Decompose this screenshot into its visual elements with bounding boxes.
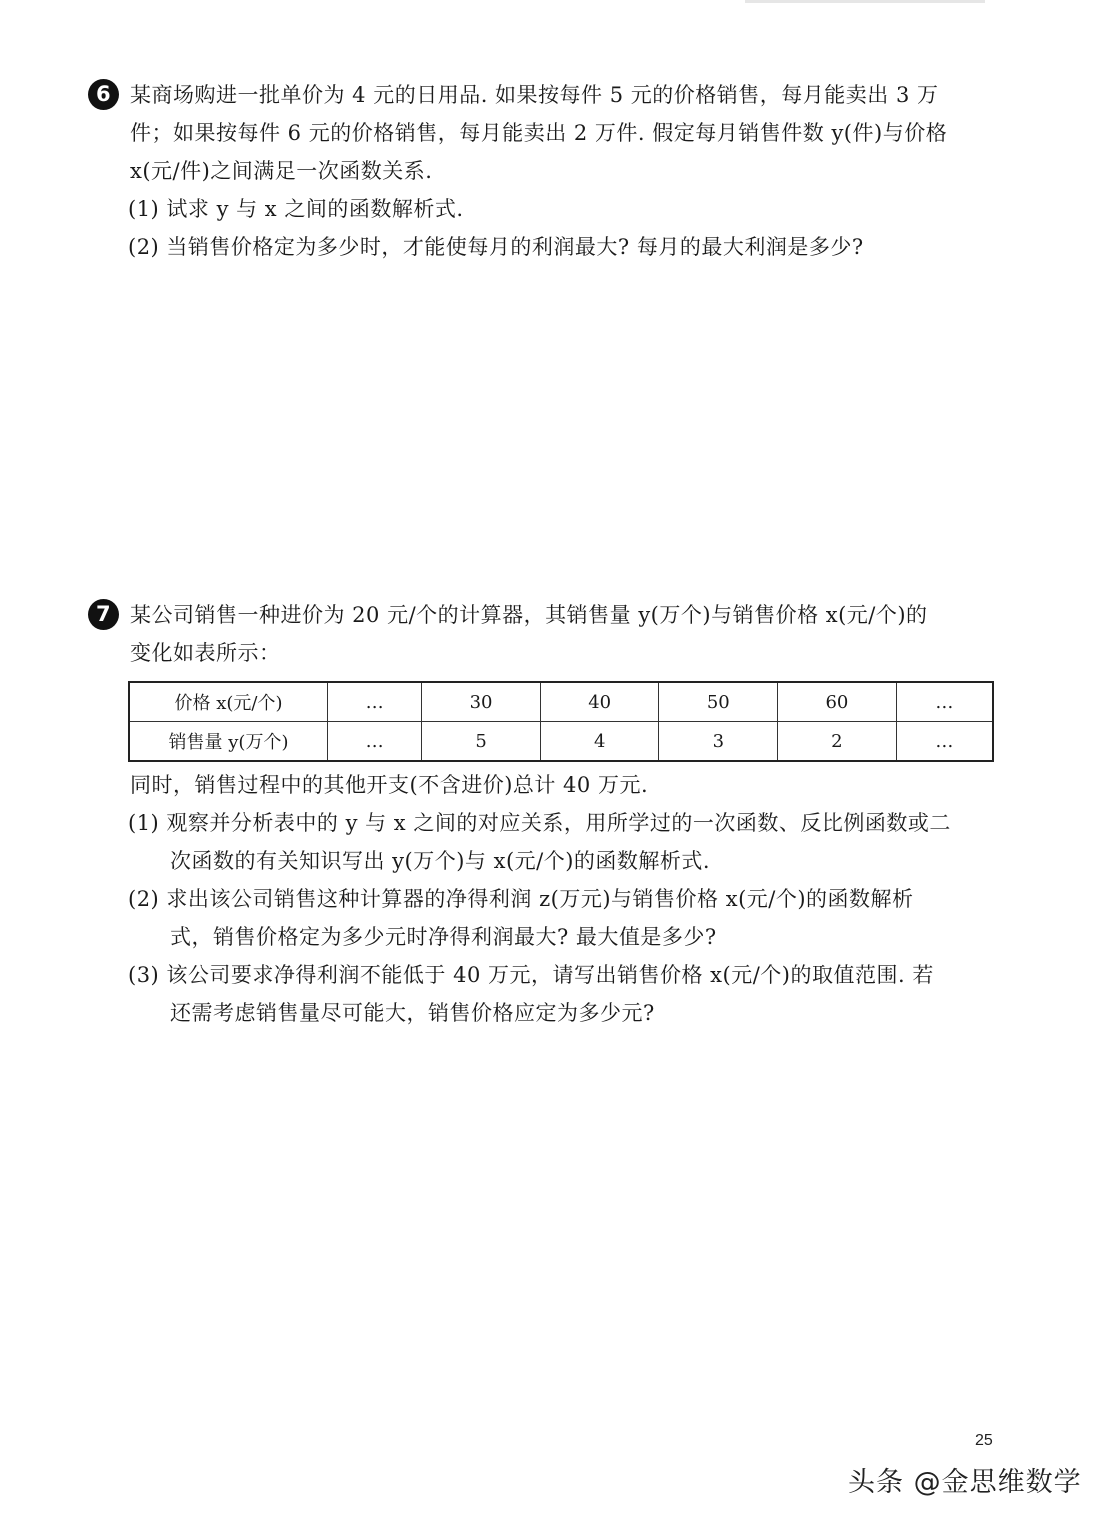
question-1: (1) 观察并分析表中的 y 与 x 之间的对应关系，用所学过的一次函数、反比例函数或二 (128, 811, 951, 835)
question-3-cont: 还需考虑销售量尽可能大，销售价格应定为多少元? (170, 1001, 655, 1025)
problem-7 (88, 596, 1008, 672)
problem-text-line: x(元/件)之间满足一次函数关系. (130, 159, 433, 183)
table-cell: 3 (659, 722, 778, 762)
table-cell: … (328, 722, 422, 762)
watermark: 头条 @金思维数学 (848, 1467, 1082, 1498)
problem-text-line: 变化如表所示： (130, 641, 281, 665)
page-number: 25 (975, 1432, 993, 1449)
question-1: (1) 试求 y 与 x 之间的函数解析式. (128, 197, 464, 221)
table-cell: 2 (778, 722, 897, 762)
table-cell: … (896, 682, 993, 722)
question-2: (2) 当销售价格定为多少时，才能使每月的利润最大? 每月的最大利润是多少? (128, 235, 864, 259)
table-cell: 价格 x(元/个) (129, 682, 328, 722)
table-cell: … (328, 682, 422, 722)
table-row (129, 682, 993, 722)
after-table-text: 同时，销售过程中的其他开支(不含进价)总计 40 万元. (130, 773, 649, 797)
question-1-cont: 次函数的有关知识写出 y(万个)与 x(元/个)的函数解析式. (170, 849, 711, 873)
problem-text-line (88, 596, 1008, 634)
problem-text-line: 件；如果按每件 6 元的价格销售，每月能卖出 2 万件. 假定每月销售件数 y(件)与价格 (130, 121, 948, 145)
table-cell: 4 (540, 722, 659, 762)
question-2: (2) 求出该公司销售这种计算器的净得利润 z(万元)与销售价格 x(元/个)的函数解析 (128, 887, 914, 911)
price-sales-table (128, 681, 994, 762)
table-row (129, 722, 993, 762)
table-cell: … (896, 722, 993, 762)
problem-text: 某商场购进一批单价为 4 元的日用品. 如果按每件 5 元的价格销售，每月能卖出 3 万 (130, 83, 939, 107)
table-cell: 60 (778, 682, 897, 722)
problem-7-continued (88, 766, 1008, 1032)
problem-text-line (88, 76, 1008, 114)
table-cell: 40 (540, 682, 659, 722)
problem-number-badge: 7 (88, 599, 119, 630)
table-cell: 5 (422, 722, 541, 762)
table-cell: 30 (422, 682, 541, 722)
problem-6 (88, 76, 1008, 266)
table-cell: 50 (659, 682, 778, 722)
problem-number-badge: 6 (88, 79, 119, 110)
question-2-cont: 式，销售价格定为多少元时净得利润最大? 最大值是多少? (170, 925, 717, 949)
question-3: (3) 该公司要求净得利润不能低于 40 万元，请写出销售价格 x(元/个)的取值范围. 若 (128, 963, 934, 987)
problem-text: 某公司销售一种进价为 20 元/个的计算器，其销售量 y(万个)与销售价格 x(元/个)的 (130, 603, 928, 627)
header-residue (745, 0, 985, 3)
table-cell: 销售量 y(万个) (129, 722, 328, 762)
